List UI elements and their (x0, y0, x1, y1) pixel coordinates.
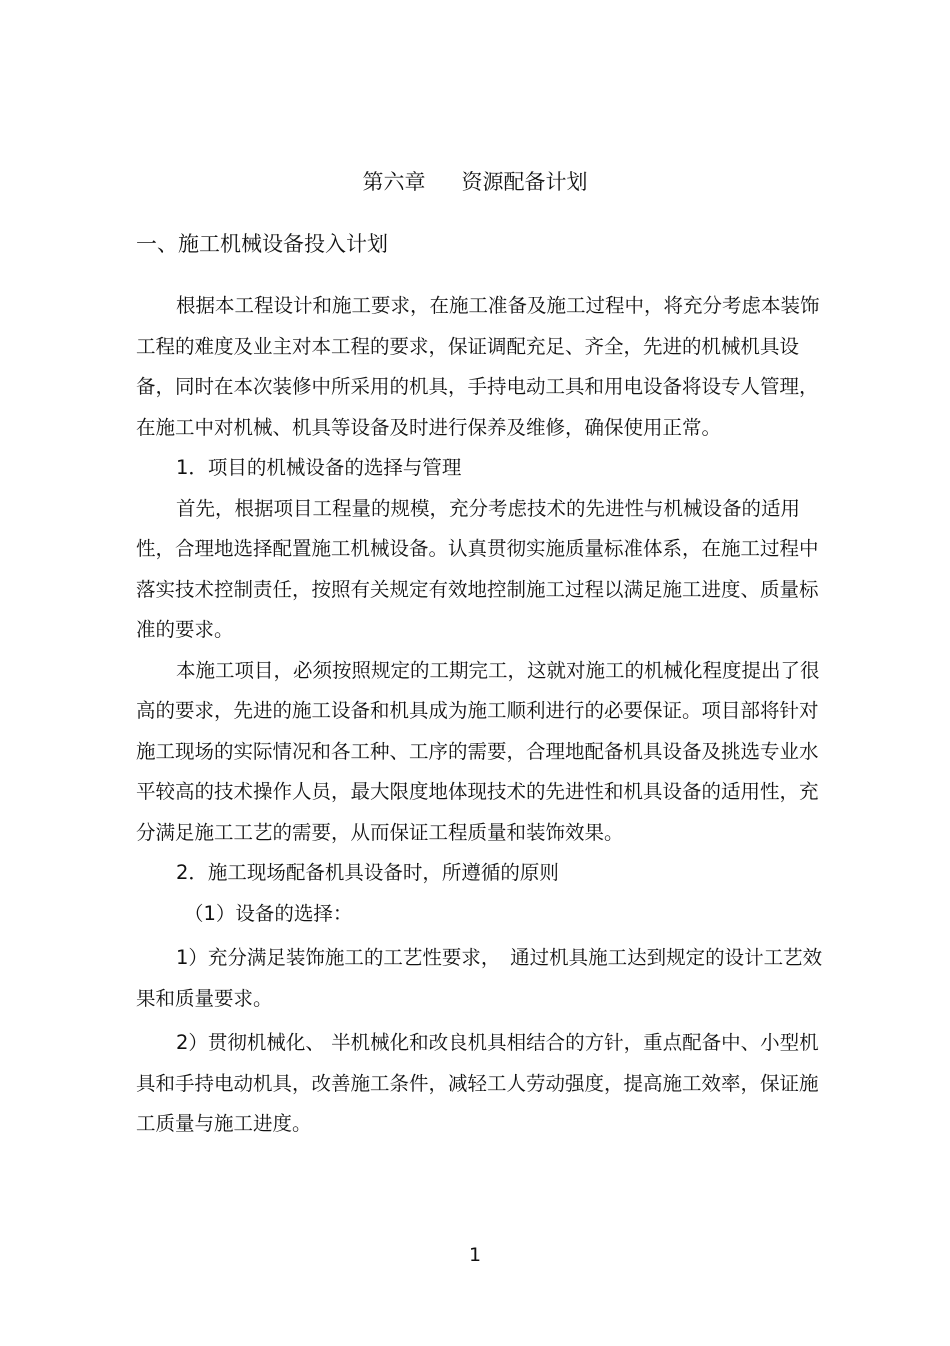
subheading-equipment-choice: （1）设备的选择： (184, 901, 353, 925)
chapter-title (0, 166, 950, 198)
paragraph-intro: 根据本工程设计和施工要求，在施工准备及施工过程中，将充分考虑本装饰工程的难度及业主对本工程的要求，保证调配充足、齐全，先进的机械机具设备，同时在本次装修中所采用的机具，手持电动工具和用电设备将设专人管理，在施工中对机械、机具等设备及时进行保养及维修，确保使用正常。 (136, 294, 820, 439)
page-number: 1 (468, 1244, 482, 1266)
paragraph-first: 首先，根据项目工程量的规模，充分考虑技术的先进性与机械设备的适用性，合理地选择配置施工机械设备。认真贯彻实施质量标准体系，在施工过程中落实技术控制责任，按照有关规定有效地控制施工过程以满足施工进度、质量标准的要求。 (136, 496, 819, 641)
subheading-principles: 2．施工现场配备机具设备时，所遵循的原则 (176, 861, 559, 884)
chapter-name: 资源配备计划 (461, 170, 588, 194)
paragraph-project: 本施工项目，必须按照规定的工期完工，这就对施工的机械化程度提出了很高的要求，先进的施工设备和机具成为施工顺利进行的必要保证。项目部将针对施工现场的实际情况和各工种、工序的需要，合理地配备机具设备及挑选专业水平较高的技术操作人员，最大限度地体现技术的先进性和机具设备的适用性，充分满足施工工艺的需要，从而保证工程质量和装饰效果。 (136, 658, 820, 844)
section-title: 一、施工机械设备投入计划 (136, 232, 388, 256)
body-text (136, 286, 836, 1145)
subheading-equipment-selection: 1．项目的机械设备的选择与管理 (176, 456, 462, 479)
chapter-number: 第六章 (362, 170, 426, 194)
list-item-2: 2）贯彻机械化、 半机械化和改良机具相结合的方针，重点配备中、小型机具和手持电动机具，改善施工条件，减轻工人劳动强度，提高施工效率，保证施工质量与施工进度。 (136, 1031, 819, 1135)
list-item-1: 1）充分满足装饰施工的工艺性要求， 通过机具施工达到规定的设计工艺效果和质量要求。 (136, 946, 823, 1010)
